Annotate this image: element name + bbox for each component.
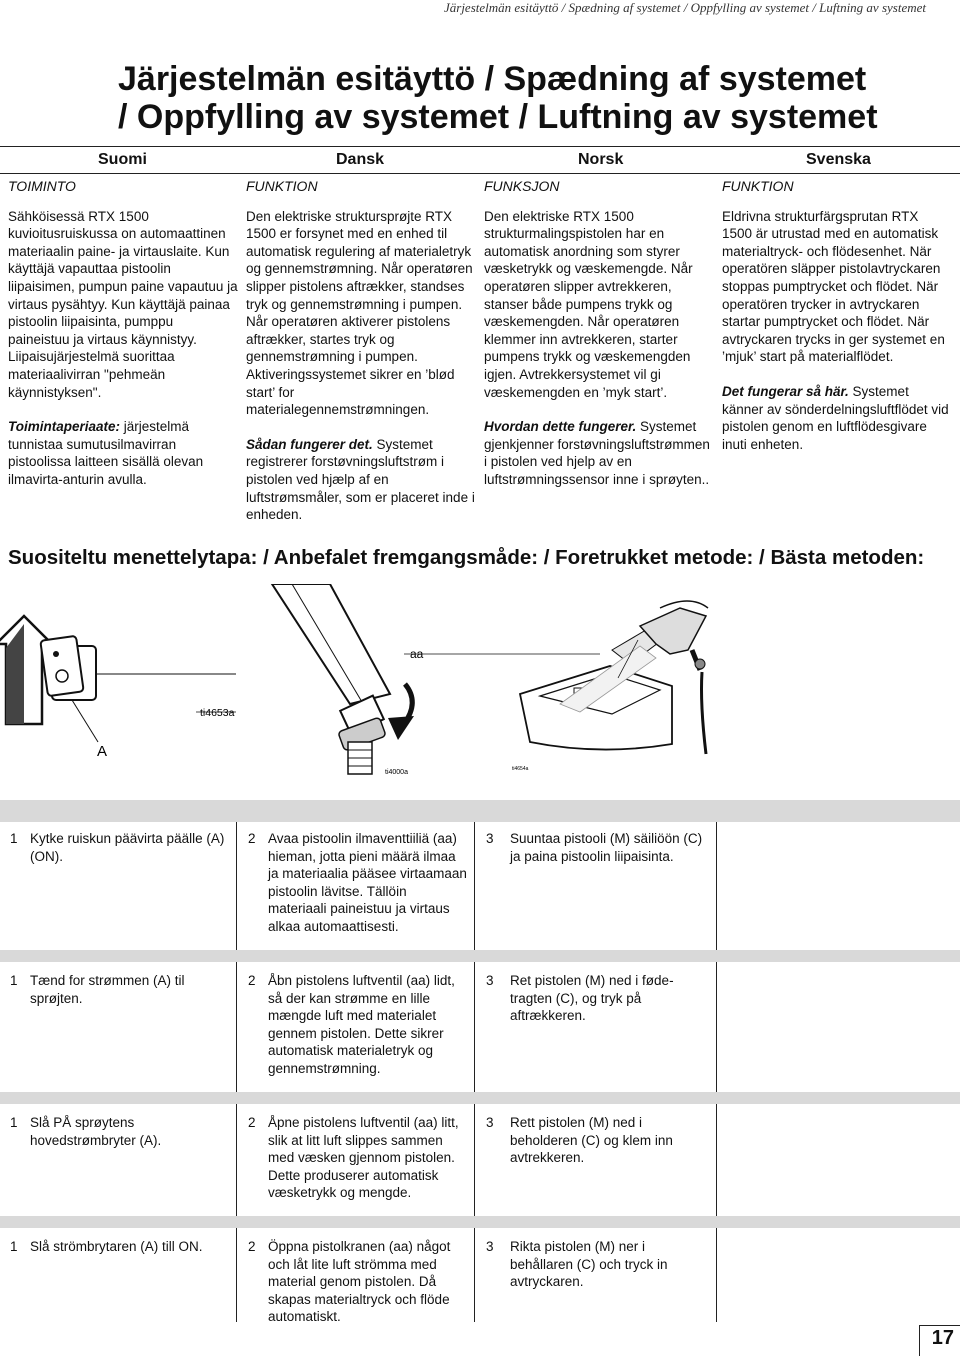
figure-label: A — [97, 743, 108, 760]
language-label-no: Norsk — [578, 151, 624, 168]
language-bar — [0, 146, 960, 174]
row-separator — [0, 1216, 960, 1228]
step-text: Slå strömbrytaren (A) till ON. — [30, 1239, 203, 1254]
step-number: 2 — [248, 1115, 256, 1130]
section-title: Suositeltu menettelytapa: / Anbefalet fremgangsmåde: / Foretrukket metode: / Bästa metoden: — [8, 546, 925, 569]
page-title: Järjestelmän esitäyttö / Spædning af systemet / Oppfylling av systemet / Luftning av systemet — [118, 60, 878, 136]
column-heading: FUNKTION — [722, 178, 794, 194]
column-swedish — [722, 178, 952, 470]
step-number: 3 — [486, 831, 494, 846]
power-switch-figure — [0, 616, 236, 760]
language-label-sv: Svenska — [806, 151, 871, 168]
column-paragraph: Den elektriske RTX 1500 strukturmalingspistolen har en automatisk anordning som styrer væsketrykk og væskemengde. Når operatøren slipper avtrekkeren, stanser både pumpens trykk og væskemengden. Når operatøren klemmer inn avtrekkeren, starter pumpens trykk og væskemengden igjen. Avtrekkersystemet vil gi væskemengden en ’myk start’. — [484, 208, 693, 400]
paragraph-text: Systemet registrerer forstøvningsluftstrøm i pistolen ved hjælp af en luftstrømsmåler, som er placeret inde i enheden. — [246, 436, 475, 523]
step-number: 1 — [10, 831, 18, 846]
paragraph-text: Systemet känner av sönderdelningsluftflödet vid pistolen genom en luftflödesgivare inuti enheten. — [722, 383, 949, 452]
step-number: 1 — [10, 1239, 18, 1254]
step-number: 3 — [486, 973, 494, 988]
lead-in: Sådan fungerer det. — [246, 436, 373, 452]
step-text: Åbn pistolens luftventil (aa) lidt, så der kan strømme en lille mængde luft med materialet gennem pistolen. Dette sikrer automatisk materialetryk og gennemstrømning. — [268, 973, 455, 1076]
column-divider — [236, 822, 237, 1322]
step-text: Slå PÅ sprøytens hovedstrømbryter (A). — [30, 1115, 162, 1148]
step-text: Rikta pistolen (M) ner i behållaren (C) och tryck in avtryckaren. — [510, 1239, 668, 1290]
step-number: 1 — [10, 973, 18, 988]
column-divider — [716, 822, 717, 1322]
page-number: 17 — [931, 1327, 954, 1349]
step-text: Ret pistolen (M) ned i føde-tragten (C), og tryk på aftrækkeren. — [510, 973, 674, 1024]
lead-in: Det fungerar så här. — [722, 383, 849, 399]
column-paragraph-how — [722, 383, 952, 453]
column-paragraph: Eldrivna strukturfärgsprutan RTX 1500 är utrustad med en automatisk materialtryck- och flödesenhet. När operatören släpper pistolavtryckaren stoppas pumptrycket och flödet. När operatören trycker in avtryckaren startar pumptrycket och flödet. När avtryckaren trycks in ger systemet en ’mjuk’ start på materialflödet. — [722, 208, 945, 365]
step-number: 3 — [486, 1239, 494, 1254]
column-paragraph: Den elektriske struktursprøjte RTX 1500 er forsynet med en enhed til automatisk regulering af materialetryk og gennemstrømning. Når operatøren slipper pistolens aftrækker, standses tryk og gennemstrømning i pumpen. Når operatøren aktiverer pistolens aftrækker, startes tryk og gennemstrømning i pumpen. Aktiveringssystemet sikrer en ’blød start’ for materialegennemstrømningen. — [246, 208, 473, 418]
lead-in: Hvordan dette fungerer. — [484, 419, 637, 435]
column-paragraph: Sähköisessä RTX 1500 kuvioitusruiskussa on automaattinen materiaalin paine- ja virtauslaite. Kun käyttäjä vapauttaa pistoolin liipaisimen, pumpun paine vapautuu ja virtaus pysähtyy. Kun käyttäjä painaa pistoolin liipaisinta, pumppu paineistuu ja virtaus käynnistyy. Liipaisujärjestelmä suorittaa materiaalivirran "pehmeän käynnistyksen". — [8, 208, 238, 400]
language-label-da: Dansk — [336, 151, 385, 168]
column-norwegian — [484, 178, 714, 506]
step-number: 2 — [248, 831, 256, 846]
row-separator — [0, 950, 960, 962]
figure-label: aa — [410, 647, 424, 661]
figure-illustrations — [0, 584, 960, 794]
step-text: Avaa pistoolin ilmaventtiiliä (aa) hieman, jotta pieni määrä ilmaa ja materiaalia pääsee virtaamaan pistoolin lävitse. Tällöin materiaali paineistuu ja virtaus alkaa automaattisesti. — [268, 831, 467, 934]
column-danish — [246, 178, 476, 541]
step-text: Kytke ruiskun päävirta päälle (A) (ON). — [30, 831, 225, 864]
step-text: Rett pistolen (M) ned i beholderen (C) og klem inn avtrekkeren. — [510, 1115, 673, 1166]
column-heading: FUNKSJON — [484, 178, 560, 194]
column-paragraph-how — [8, 418, 238, 488]
step-text: Tænd for strømmen (A) til sprøjten. — [30, 973, 185, 1006]
figure-code: ti4000a — [385, 769, 408, 776]
column-divider — [474, 822, 475, 1322]
paragraph-text: järjestelmä tunnistaa sumutusilmavirran pistoolissa laitteen sisällä olevan ilmavirta-anturin avulla. — [8, 419, 204, 487]
column-heading: TOIMINTO — [8, 178, 76, 194]
figure-code: ti4654a — [512, 766, 529, 772]
step-number: 1 — [10, 1115, 18, 1130]
language-label-fi: Suomi — [98, 151, 147, 168]
steps-header-band — [0, 800, 960, 822]
step-text: Åpne pistolens luftventil (aa) litt, slik at litt luft slippes sammen med væsken gjennom pistolen. Dette produserer automatisk væsketrykk og mengde. — [268, 1115, 459, 1201]
column-paragraph-how — [484, 418, 714, 488]
step-number: 3 — [486, 1115, 494, 1130]
step-text: Öppna pistolkranen (aa) något och låt lite luft strömma med material genom pistolen. Då skapas materialtryck och flöde automatiskt. — [268, 1239, 451, 1325]
step-number: 2 — [248, 1239, 256, 1254]
step-number: 2 — [248, 973, 256, 988]
running-header: Järjestelmän esitäyttö / Spædning af systemet / Oppfylling av systemet / Luftning av systemet — [443, 0, 926, 15]
spray-gun-hopper-figure — [404, 601, 708, 772]
step-text: Suuntaa pistooli (M) säiliöön (C) ja paina pistoolin liipaisinta. — [510, 831, 703, 864]
figure-code: ti4653a — [200, 707, 235, 719]
column-heading: FUNKTION — [246, 178, 318, 194]
lead-in: Toimintaperiaate: — [8, 419, 121, 435]
row-separator — [0, 1092, 960, 1104]
column-paragraph-how — [246, 436, 476, 524]
figures — [0, 584, 960, 794]
paragraph-text: Systemet gjenkjenner forstøvningsluftstrømmen i pistolen ved hjelp av en luftstrømningssensor inne i sprøyten.. — [484, 419, 710, 487]
spray-gun-valve-figure — [272, 584, 414, 776]
column-finnish — [8, 178, 238, 506]
